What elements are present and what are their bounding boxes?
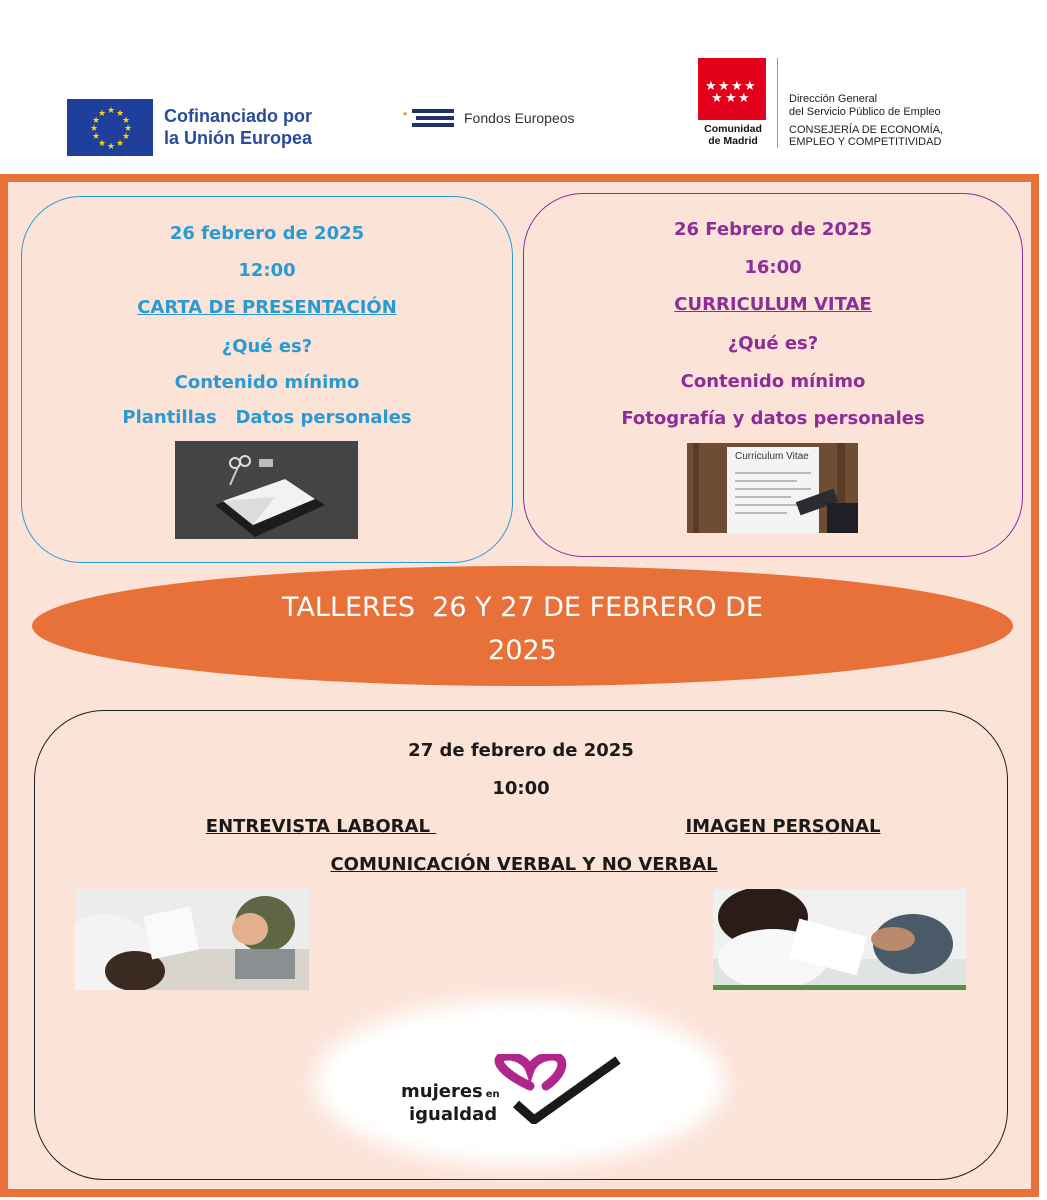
curriculum-time: 16:00 <box>744 257 802 278</box>
entrevista-laboral-title: ENTREVISTA LABORAL <box>205 816 437 837</box>
svg-text:★: ★ <box>744 79 756 94</box>
svg-text:★: ★ <box>725 91 737 106</box>
mujeres-igualdad-logo-text: mujeres en igualdad <box>401 1081 500 1125</box>
interview-photo <box>75 889 309 990</box>
carta-item-plantillas: Plantillas Datos personales <box>122 407 412 428</box>
svg-text:★: ★ <box>738 91 750 106</box>
svg-text:★: ★ <box>107 106 116 116</box>
entrevista-date: 27 de febrero de 2025 <box>408 740 634 761</box>
heart-check-icon <box>480 1054 622 1124</box>
envelope-photo <box>175 441 358 539</box>
curriculum-photo <box>687 443 858 533</box>
curriculum-title: CURRICULUM VITAE <box>674 294 872 315</box>
curriculum-item-fotografia: Fotografía y datos personales <box>621 408 925 429</box>
carta-item-que-es: ¿Qué es? <box>221 336 313 357</box>
curriculum-date: 26 Febrero de 2025 <box>673 219 873 240</box>
comunicacion-title: COMUNICACIÓN VERBAL Y NO VERBAL <box>330 854 718 875</box>
imagen-personal-title: IMAGEN PERSONAL <box>685 816 881 837</box>
svg-text:★: ★ <box>705 79 717 94</box>
svg-text:★: ★ <box>711 91 723 106</box>
eu-flag-logo <box>67 99 153 156</box>
curriculum-photo-caption: Curriculum Vitae <box>735 451 809 462</box>
svg-text:★: ★ <box>122 116 131 126</box>
carta-date: 26 febrero de 2025 <box>169 223 365 244</box>
svg-text:★: ★ <box>92 116 101 126</box>
fondos-europeos-label: Fondos Europeos <box>464 110 575 126</box>
entrevista-time: 10:00 <box>492 778 550 799</box>
svg-text:★: ★ <box>122 132 131 142</box>
svg-text:★: ★ <box>116 109 125 119</box>
svg-text:★: ★ <box>107 142 116 152</box>
svg-text:★: ★ <box>98 109 107 119</box>
curriculum-item-que-es: ¿Qué es? <box>727 333 819 354</box>
logo-divider <box>777 58 778 148</box>
handshake-photo <box>713 889 966 990</box>
fondos-europeos-icon <box>402 107 458 129</box>
carta-item-contenido: Contenido mínimo <box>174 372 360 393</box>
curriculum-item-contenido: Contenido mínimo <box>680 371 866 392</box>
svg-text:★: ★ <box>116 139 125 149</box>
carta-title: CARTA DE PRESENTACIÓN <box>137 297 397 318</box>
svg-text:★: ★ <box>92 132 101 142</box>
svg-text:★: ★ <box>124 124 133 134</box>
svg-text:★: ★ <box>731 79 743 94</box>
svg-text:★: ★ <box>402 110 409 118</box>
carta-time: 12:00 <box>238 260 296 281</box>
eu-cofinanced-text: Cofinanciado por la Unión Europea <box>164 106 313 148</box>
svg-text:★: ★ <box>98 139 107 149</box>
talleres-banner-text: TALLERES 26 Y 27 DE FEBRERO DE 2025 <box>282 592 763 666</box>
comunidad-madrid-flag-logo <box>698 58 766 120</box>
svg-text:★: ★ <box>90 124 99 134</box>
consejeria-text: CONSEJERÍA DE ECONOMÍA, EMPLEO Y COMPETITIVIDAD <box>789 124 944 148</box>
direccion-general-text: Dirección General del Servicio Público de Empleo <box>789 93 941 118</box>
svg-text:★: ★ <box>718 79 730 94</box>
comunidad-madrid-name: Comunidad de Madrid <box>704 123 762 147</box>
